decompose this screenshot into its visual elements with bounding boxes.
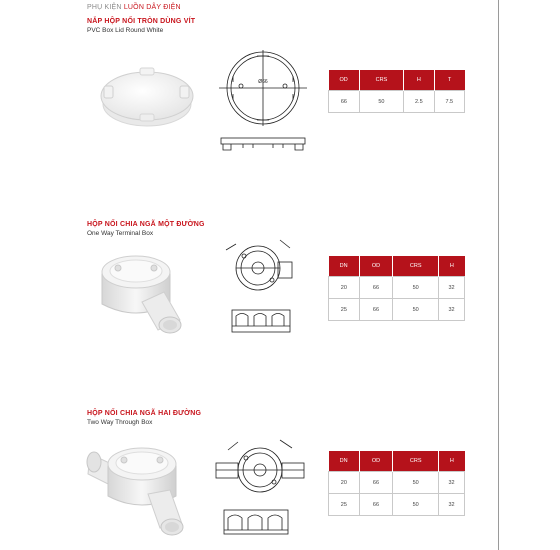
table-header: H [404, 70, 434, 91]
table-header: CRS [393, 451, 439, 472]
table-header: OD [359, 256, 393, 277]
table-cell: 66 [359, 494, 393, 516]
drawing-diameter-label: Ø66 [258, 79, 268, 85]
table-cell: 66 [359, 472, 393, 494]
table-header: OD [329, 70, 360, 91]
table-row [329, 494, 465, 516]
box-lid-technical-drawing [213, 42, 313, 154]
table-cell: 32 [439, 472, 465, 494]
table-header: T [434, 70, 464, 91]
spec-table-two-way-box [328, 451, 465, 516]
table-row [329, 299, 465, 321]
section-3-title: HỘP NỐI CHIA NGÃ HAI ĐƯỜNG [87, 410, 202, 417]
table-row [329, 472, 465, 494]
table-header: H [439, 451, 465, 472]
table-row [329, 91, 465, 113]
table-header: CRS [393, 256, 439, 277]
category-heading [87, 4, 181, 11]
two-way-box-technical-drawing [210, 438, 310, 538]
section-2-title: HỘP NỐI CHIA NGÃ MỘT ĐƯỜNG [87, 221, 205, 228]
table-cell: 50 [393, 494, 439, 516]
page-divider-line [498, 0, 499, 550]
table-cell: 25 [329, 494, 360, 516]
table-header: H [439, 256, 465, 277]
section-1-title: NẮP HỘP NỐI TRÒN DÙNG VÍT [87, 18, 196, 25]
table-cell: 32 [439, 494, 465, 516]
section-2-subtitle: One Way Terminal Box [87, 230, 154, 237]
category-prefix: PHỤ KIỆN [87, 4, 122, 11]
two-way-box-photo [86, 432, 196, 542]
section-1-subtitle: PVC Box Lid Round White [87, 27, 164, 34]
section-3-subtitle: Two Way Through Box [87, 419, 153, 426]
box-lid-photo [92, 52, 197, 137]
table-cell: 2.5 [404, 91, 434, 113]
table-header: CRS [359, 70, 403, 91]
table-row [329, 277, 465, 299]
one-way-box-technical-drawing [220, 238, 310, 338]
spec-table-one-way-box [328, 256, 465, 321]
table-header: DN [329, 256, 360, 277]
table-cell: 66 [359, 277, 393, 299]
table-cell: 66 [329, 91, 360, 113]
spec-table-box-lid [328, 70, 465, 113]
table-header: DN [329, 451, 360, 472]
table-cell: 7.5 [434, 91, 464, 113]
one-way-box-photo [96, 244, 191, 339]
table-cell: 50 [393, 277, 439, 299]
table-cell: 20 [329, 277, 360, 299]
table-header: OD [359, 451, 393, 472]
table-cell: 50 [359, 91, 403, 113]
table-cell: 32 [439, 277, 465, 299]
table-cell: 50 [393, 472, 439, 494]
table-cell: 32 [439, 299, 465, 321]
table-cell: 50 [393, 299, 439, 321]
category-name: LUỒN DÂY ĐIỆN [123, 4, 181, 11]
table-cell: 25 [329, 299, 360, 321]
table-cell: 66 [359, 299, 393, 321]
table-cell: 20 [329, 472, 360, 494]
